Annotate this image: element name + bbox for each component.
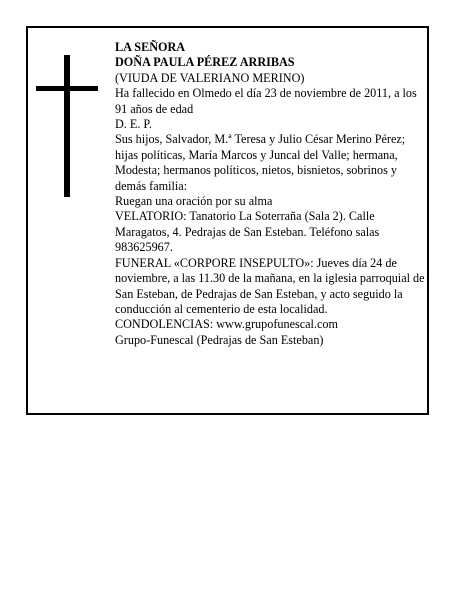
obituary-text	[115, 40, 425, 348]
cross-icon	[36, 55, 98, 197]
death-statement: Ha fallecido en Olmedo el día 23 de noviembre de 2011, a los 91 años de edad	[115, 86, 417, 116]
cross-horizontal-bar	[36, 86, 98, 91]
prayer-request: Ruegan una oración por su alma	[115, 194, 273, 209]
funeral-info: FUNERAL «CORPORE INSEPULTO»: Jueves día 24 de noviembre, a las 11.30 de la mañana, en la iglesia parroquial de San Esteban, de Pedrajas de San Esteban, y acto seguido la conducción al cementerio de esta localidad.	[115, 255, 425, 316]
velatorio-info: VELATORIO: Tanatorio La Soterraña (Sala 2). Calle Maragatos, 4. Pedrajas de San Esteban. Teléfono salas 983625967.	[115, 209, 380, 255]
notice-title: LA SEÑORA	[115, 40, 186, 54]
widow-of: (VIUDA DE VALERIANO MERINO)	[115, 70, 305, 85]
condolences-info: CONDOLENCIAS: www.grupofunescal.com	[115, 317, 338, 332]
dep-text: D. E. P.	[115, 117, 152, 132]
deceased-name: DOÑA PAULA PÉREZ ARRIBAS	[115, 55, 295, 70]
funeral-home: Grupo-Funescal (Pedrajas de San Esteban)	[115, 332, 324, 347]
family-list: Sus hijos, Salvador, M.ª Teresa y Julio César Merino Pérez; hijas políticas, María Marcos y Juncal del Valle; hermana, Modesta; hermanos políticos, nietos, bisnietos, sobrinos y demás familia:	[115, 132, 406, 193]
cross-vertical-bar	[64, 55, 70, 197]
